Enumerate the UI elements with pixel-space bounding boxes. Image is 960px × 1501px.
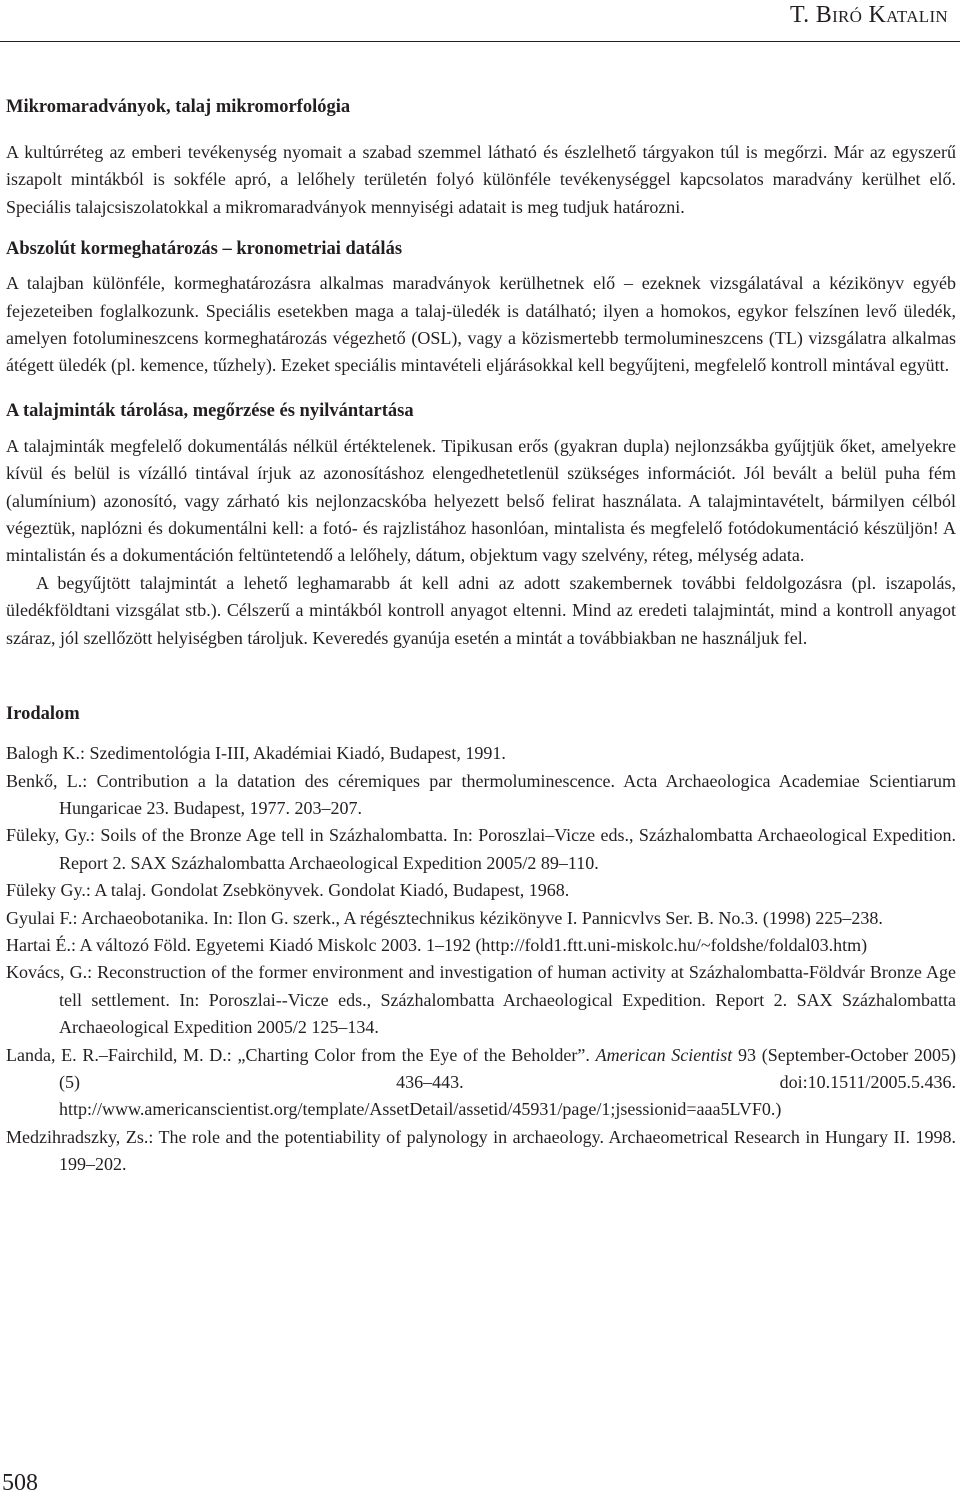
running-head <box>0 0 960 42</box>
reference-text: Füleky, Gy.: Soils of the Bronze Age tell in Százhalombatta. In: Poroszlai–Vicze eds., Százhalombatta Archaeological Expedition. Report 2. SAX Százhalombatta Archaeological Expedition 2005/2 89–110. <box>6 825 956 873</box>
reference-item <box>6 740 956 767</box>
reference-text: Landa, E. R.–Fairchild, M. D.: „Charting Color from the Eye of the Beholder”. <box>6 1044 596 1065</box>
page-content <box>6 93 956 1179</box>
reference-text: Balogh K.: Szedimentológia I-III, Akadémiai Kiadó, Budapest, 1991. <box>6 743 506 764</box>
reference-text: Benkő, L.: Contribution a la datation des céremiques par thermoluminescence. Acta Archaeologica Academiae Scientiarum Hungaricae 23. Budapest, 1977. 203–207. <box>6 770 956 818</box>
reference-item <box>6 959 956 1041</box>
section-title-absolute-dating: Abszolút kormeghatározás – kronometriai datálás <box>6 239 403 260</box>
reference-item <box>6 905 956 932</box>
journal-title: American Scientist <box>595 1044 733 1065</box>
reference-text: Füleky Gy.: A talaj. Gondolat Zsebkönyvek. Gondolat Kiadó, Budapest, 1968. <box>6 880 570 901</box>
section-paragraph: A talajminták megfelelő dokumentálás nélkül értéktelenek. Tipikusan erős (gyakran dupla) nejlonzsákba gyűjtjük őket, amelyekre kívül és belül is vízálló tintával írjuk az azonosításhoz elengedhetetlenül szükséges információt. Jól bevált a belül puha fém (alumínium) azonosító, vagy zárható kis nejlonzacskóba helyezett belső felirat használata. A talajmintavételt, bármilyen célból végeztük, naplózni és dokumentálni kell: a fotó- és rajzlistához hasonlóan, mintalista és megfelelő fotódokumentáció készüljön! A mintalistán és a dokumentáción feltüntetendő a lelőhely, dátum, objektum vagy szelvény, réteg, mélység adata. <box>6 435 956 566</box>
section-title-micro-remains: Mikromaradványok, talaj mikromorfológia <box>6 97 351 117</box>
reference-item <box>6 1124 956 1179</box>
reference-item <box>6 822 956 877</box>
reference-item <box>6 1042 956 1124</box>
section-paragraph: A talajban különféle, kormeghatározásra alkalmas maradványok kerülhetnek elő – ezeknek vizsgálatával a kézikönyv egyéb fejezeteiben foglalkozunk. Speciális esetekben maga a talaj-üledék is datálható; ilyen a homokos, egykor felszínen levő üledék, amelyen fotolumineszcens kormeghatározás végezhető (OSL), vagy a közismertebb termolumineszcens (TL) vizsgálatra alkalmas átégett üledék (pl. kemence, tűzhely). Ezeket speciális mintavételi eljárásokkal kell begyűjteni, megfelelő kontroll mintával együtt. <box>6 273 956 376</box>
section-paragraph: A kultúrréteg az emberi tevékenység nyomait a szabad szemmel látható és észlelhető tárgyakon túl is megőrzi. Már az egyszerű iszapolt mintákból is sokféle apró, a lelőhely területén folyó különféle tevékenységgel kapcsolatos maradvány kerülhet elő. Speciális talajcsiszolatokkal a mikromaradványok mennyiségi adatait is meg tudjuk határozni. <box>6 142 956 217</box>
reference-text: Kovács, G.: Reconstruction of the former environment and investigation of human activity at Százhalombatta-Földvár Bronze Age tell settlement. In: Poroszlai--Vicze eds., Százhalombatta Archaeological Expedition. Report 2. SAX Százhalombatta Archaeological Expedition 2005/2 125–134. <box>6 962 956 1038</box>
section-title-sample-storage: A talajminták tárolása, megőrzése és nyilvántartása <box>6 400 414 421</box>
reference-text: Gyulai F.: Archaeobotanika. In: Ilon G. szerk., A régésztechnikus kézikönyve I. Pannicvlvs Ser. B. No.3. (1998) 225–238. <box>6 907 883 928</box>
reference-item <box>6 932 956 959</box>
references-title: Irodalom <box>6 704 80 725</box>
reference-text: Hartai É.: A változó Föld. Egyetemi Kiadó Miskolc 2003. 1–192 (http://fold1.ftt.uni-miskolc.hu/~foldshe/foldal03.htm) <box>6 934 868 955</box>
running-head-author: T. Biró Katalin <box>789 2 948 28</box>
references-list <box>6 740 956 1179</box>
reference-item <box>6 877 956 904</box>
reference-item <box>6 768 956 823</box>
section-paragraph: A begyűjtött talajmintát a lehető leghamarabb át kell adni az adott szakembernek további feldolgozásra (pl. iszapolás, üledékföldtani vizsgálat stb.). Célszerű a mintákból kontroll anyagot eltenni. Mind az eredeti talajmintát, mind a kontroll anyagot száraz, jól szellőzött helyiségben tároljuk. Keveredés gyanúja esetén a mintát a továbbiakban ne használjuk fel. <box>6 572 956 648</box>
reference-text-continued: 93 (September-October 2005) (5) 436–443. doi:10.1511/2005.5.436. http://www.americanscientist.org/template/AssetDetail/assetid/45931/page/1;jsessionid=aaa5LVF0.) <box>59 1044 956 1120</box>
reference-text: Medzihradszky, Zs.: The role and the potentiability of palynology in archaeology. Archaeometrical Research in Hungary II. 1998. 199–202. <box>6 1126 956 1175</box>
page-number: 508 <box>2 1470 38 1496</box>
